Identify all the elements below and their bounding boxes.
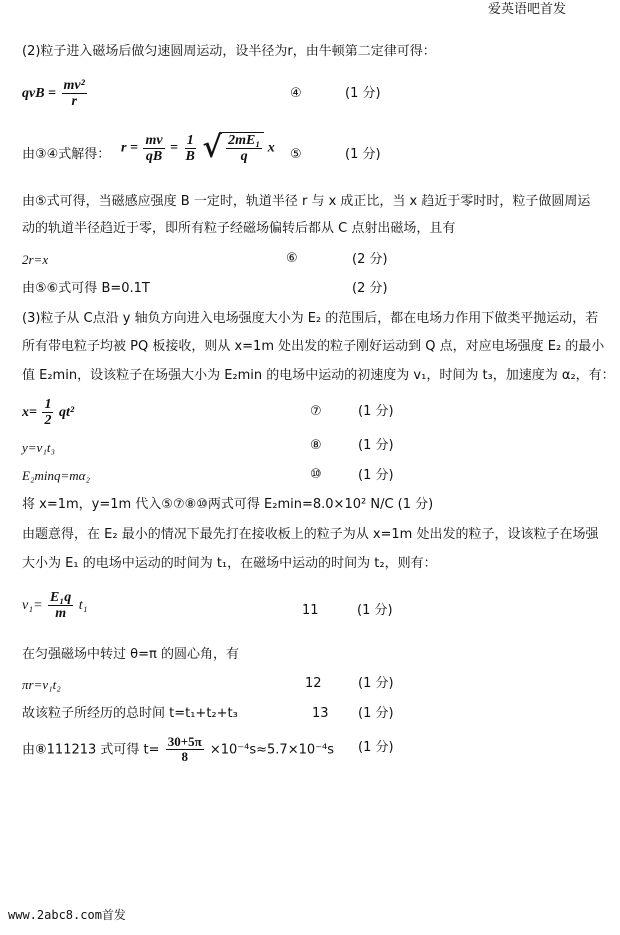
final-den: 8 [181, 749, 188, 765]
p2-intro: (2)粒子进入磁场后做匀速圆周运动，设半径为r，由牛顿第二定律可得： [22, 44, 436, 59]
p4-text-1: 由题意得，在 E₂ 最小的情况下最先打在接收板上的粒子为从 x=1m 处出发的粒子，设该粒子在场强 [22, 527, 599, 542]
eq6-text: 2r=x [22, 252, 49, 267]
eq7-fraction [42, 397, 53, 429]
eq7-label: ⑦ [310, 404, 322, 419]
eq5-prefix: 由③④式解得： [22, 147, 111, 162]
eq5-radicand [222, 132, 264, 165]
final-num: 30+5π [167, 734, 202, 749]
eq5-label: ⑤ [290, 147, 302, 162]
eq13-score: (1 分) [358, 706, 394, 721]
eq5-formula [121, 132, 275, 165]
eq5-den1: qB [145, 148, 163, 164]
eq12-text: πr=v₁t₂ [22, 677, 61, 692]
footer-url: www.2abc8.com首发 [8, 908, 126, 922]
eq10-score: (1 分) [358, 468, 394, 483]
eq4-score: (1 分) [345, 86, 381, 101]
eq5-rad-den: q [240, 149, 248, 165]
eq8-label: ⑧ [310, 438, 322, 453]
eq5-fraction-2 [184, 133, 197, 165]
eq4-lhs: qvB = [22, 86, 57, 102]
eq4-num: mv² [63, 78, 85, 93]
p4-text-2: 大小为 E₁ 的电场中运动的时间为 t₁，在磁场中运动的时间为 t₂，则有： [22, 556, 437, 571]
eq7-den: 2 [44, 413, 52, 429]
final-suffix: ×10⁻⁴s≈5.7×10⁻⁴s [209, 742, 334, 758]
eq11-rhs: t₁ [78, 598, 88, 614]
eq7-lhs: x= [22, 405, 37, 421]
eq5-x: x [267, 140, 275, 156]
eq11-score: (1 分) [357, 603, 393, 618]
eq5-fraction-1 [143, 133, 164, 165]
eq5-num1: mv [145, 132, 163, 148]
eq5-eq: = [170, 140, 179, 156]
sqrt-sign-icon: √ [202, 130, 223, 166]
eq4-label: ④ [290, 86, 302, 101]
eq6-score: (2 分) [352, 252, 388, 267]
result-b-text: 由⑤⑥式可得 B=0.1T [22, 281, 150, 296]
eq7-num: 1 [44, 397, 52, 412]
p3-text-3: 值 E₂min，设该粒子在场强大小为 E₂min 的电场中运动的初速度为 v₁，时间为 t₃，加速度为 α₂，有： [22, 368, 615, 383]
p3-text-1: (3)粒子从 C点沿 y 轴负方向进入电场强度大小为 E₂ 的范围后，都在电场力作用下做类平抛运动，若 [22, 311, 599, 326]
eq5-score: (1 分) [345, 147, 381, 162]
p2-text-1: 由⑤式可得，当磁感应强度 B 一定时，轨道半径 r 与 x 成正比，当 x 趋近于零时时，粒子做圆周运 [22, 194, 591, 209]
eq12-label: 12 [305, 676, 322, 691]
eq13-text: 故该粒子所经历的总时间 t=t₁+t₂+t₃ [22, 706, 238, 721]
site-label: 爱英语吧首发 [488, 2, 567, 17]
final-score: (1 分) [358, 740, 394, 755]
eq7-rhs: qt² [58, 405, 75, 421]
eq5-sqrt [202, 132, 264, 165]
eq6-label: ⑥ [286, 251, 298, 266]
eq5-r: r = [121, 140, 138, 156]
eq10-label: ⑩ [310, 467, 322, 482]
eq13-label: 13 [312, 706, 329, 721]
eq4-formula [22, 78, 89, 110]
eq5-num2: 1 [186, 132, 194, 148]
eq11-num: E₁q [50, 590, 72, 605]
p2-text-2: 动的轨道半径趋近于零，即所有粒子经磁场偏转后都从 C 点射出磁场，且有 [22, 221, 456, 236]
eq5-den2: B [185, 148, 195, 164]
eq11-lhs: v₁= [22, 598, 43, 614]
eq5-rad-num: 2mE₁ [228, 133, 261, 148]
final-line [22, 735, 334, 765]
eq8-score: (1 分) [358, 438, 394, 453]
result-b-score: (2 分) [352, 281, 388, 296]
eq12-score: (1 分) [358, 676, 394, 691]
eq4-den: r [71, 94, 77, 110]
eq5-rad-fraction [226, 133, 262, 165]
eq11-fraction [48, 590, 73, 622]
eq11-den: m [55, 606, 67, 622]
eq11-formula [22, 590, 88, 622]
final-prefix: 由⑧111213 式可得 t= [22, 742, 160, 758]
substitution-text: 将 x=1m，y=1m 代入⑤⑦⑧⑩两式可得 E₂min=8.0×10² N/C (1 分) [22, 497, 434, 512]
eq10-text: E₂minq=mα₂ [22, 468, 90, 483]
eq7-score: (1 分) [358, 404, 394, 419]
eq8-text: y=v₁t₃ [22, 440, 55, 455]
final-fraction [166, 735, 204, 765]
eq11-label: 11 [302, 603, 319, 618]
p3-text-2: 所有带电粒子均被 PQ 板接收，则从 x=1m 处出发的粒子刚好运动到 Q 点，对应电场强度 E₂ 的最小 [22, 339, 605, 354]
eq4-fraction [62, 78, 87, 110]
p5-text: 在匀强磁场中转过 θ=π 的圆心角，有 [22, 647, 239, 662]
eq7-formula [22, 397, 74, 429]
